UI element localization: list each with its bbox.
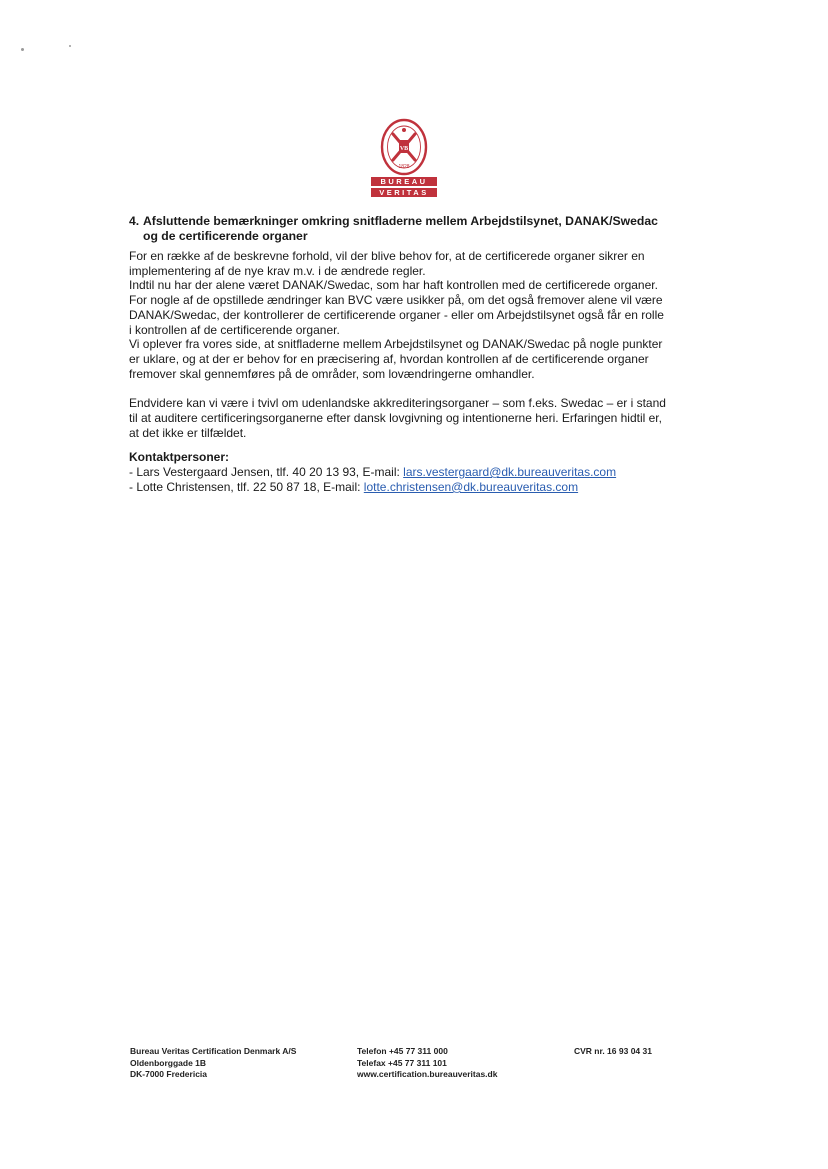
footer-cvr xyxy=(574,1046,652,1058)
contact-details: - Lars Vestergaard Jensen, tlf. 40 20 13 93, E-mail: xyxy=(129,465,404,480)
letter-body xyxy=(129,214,669,495)
paragraph: Vi oplever fra vores side, at snitfladerne mellem Arbejdstilsynet og DANAK/Swedac på nogle punkter er uklare, og at der er behov for en præcisering af, hvordan kontrollen af de certificerende organer fremover skal gennemføres på de områder, som lovændringerne omhandler. xyxy=(129,337,663,381)
scan-speck xyxy=(69,45,71,47)
footer-company: Bureau Veritas Certification Denmark A/S xyxy=(130,1046,297,1056)
logo-band-bottom: VERITAS xyxy=(371,188,437,197)
email-link[interactable]: lars.vestergaard@dk.bureauveritas.com xyxy=(403,465,617,480)
scan-speck xyxy=(21,48,24,51)
contact-item xyxy=(129,480,669,495)
section-title: Afsluttende bemærkninger omkring snitfladerne mellem Arbejdstilsynet, DANAK/Swedac og de certificerende organer xyxy=(143,214,658,243)
paragraph: Endvidere kan vi være i tvivl om udenlandske akkrediteringsorganer – som f.eks. Swedac – er i stand til at auditere certificeringsorganerne efter dansk lovgivning og intentionerne heri. Erfaringen hidtil er, at det ikke er tilfældet. xyxy=(129,396,666,440)
footer-street: Oldenborggade 1B xyxy=(130,1057,207,1068)
logo-band-top: BUREAU xyxy=(371,177,437,186)
contact-item xyxy=(129,465,669,480)
paragraph: For en række af de beskrevne forhold, vil der blive behov for, at de certificerede organer sikrer en implementering af de nye krav m.v. i de ændrede regler. xyxy=(129,249,645,278)
section-heading xyxy=(129,214,669,244)
svg-text:1828: 1828 xyxy=(398,164,410,170)
contacts-title: Kontaktpersoner: xyxy=(129,450,230,465)
paragraph: For nogle af de opstillede ændringer kan BVC være usikker på, om det også fremover alene vil være DANAK/Swedac, der kontrollerer de certificerende organer - eller om Arbejdstilsynet også får en rolle i kontrollen af de certificerende organer. xyxy=(129,293,664,337)
footer-fax: Telefax +45 77 311 101 xyxy=(357,1057,447,1068)
footer-web[interactable]: www.certification.bureauveritas.dk xyxy=(357,1069,498,1079)
paragraph: Indtil nu har der alene været DANAK/Swedac, som har haft kontrollen med de certificerede organer. xyxy=(129,278,658,293)
footer-address xyxy=(130,1046,296,1081)
logo-seal-icon xyxy=(369,116,439,176)
svg-text:VB: VB xyxy=(399,146,409,152)
bureau-veritas-logo xyxy=(369,116,439,200)
footer-cvr-number: CVR nr. 16 93 04 31 xyxy=(574,1046,652,1056)
section-number: 4. xyxy=(129,214,140,228)
footer-phone: Telefon +45 77 311 000 xyxy=(357,1046,448,1056)
contact-details: - Lotte Christensen, tlf. 22 50 87 18, E-mail: xyxy=(129,479,364,494)
footer-contact xyxy=(357,1046,497,1081)
email-link[interactable]: lotte.christensen@dk.bureauveritas.com xyxy=(363,479,579,494)
footer-city: DK-7000 Fredericia xyxy=(130,1069,208,1079)
